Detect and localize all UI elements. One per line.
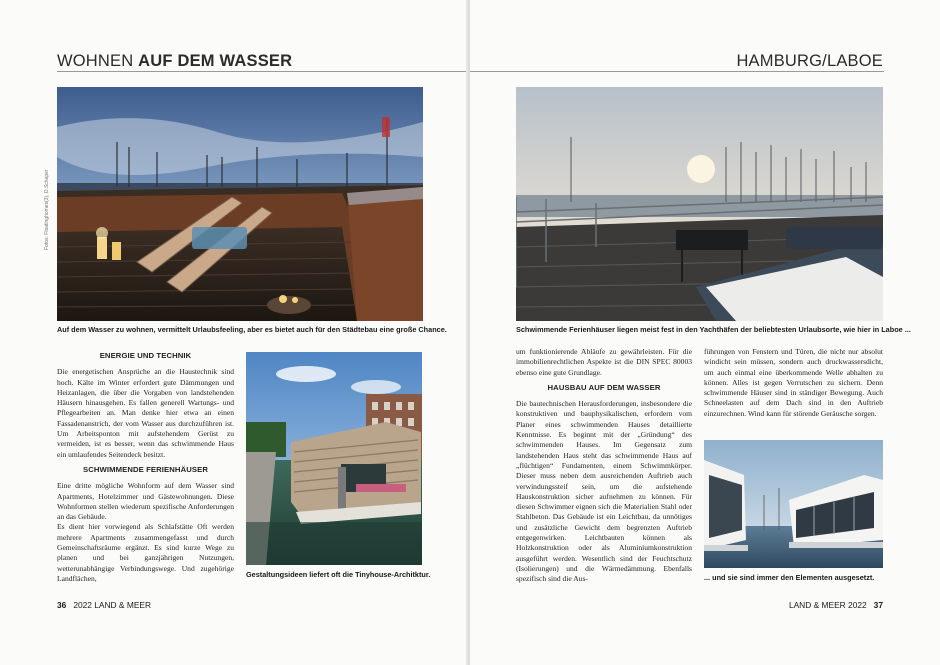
header-rule-right (470, 71, 884, 72)
heading-energie-technik: ENERGIE UND TECHNIK (99, 351, 192, 360)
caption-laboe-photo: Schwimmende Ferienhäuser liegen meist fest in den Yachthäfen der beliebtesten Urlaubsorte, wie hier in Laboe ... (516, 325, 911, 334)
marina-deck-photo (516, 87, 883, 321)
caption-elements: ... und sie sind immer den Elementen ausgesetzt. (704, 573, 875, 582)
text-column-right-2 (704, 347, 883, 419)
houseboat-canal-photo (246, 352, 422, 565)
heading-hausbau: HAUSBAU AUF DEM WASSER (547, 382, 661, 392)
footer-left (57, 600, 151, 610)
paragraph-hausbau: Die bautechnischen Herausforderungen, insbesondere die konstruktiven und bauphysikalischen, erfordern vom Planer eines schwimmenden Hauses detaillierte Kenntnisse. Es beginnt mit der „Gründung“ des schwimmenden Hauses. Im Gegensatz zum landstehenden Haus steht das schwimmende Haus auf „flüchtigen“ Fundamenten, einem Schwimmkörper. Dieser muss neben dem ausreichenden Auftrieb auch verwindungssteif sein, um die aufstehende Hauskonstruktion sicher aufnehmen zu können. Für diesen Schwimmer eignen sich die Materialien Stahl oder Stahlbeton. Das Gebäude ist ein Leichtbau, da unnötiges und zusätzliche Gewicht dem begrenzten Auftrieb entgegenwirken. Leichtbauten können als Holzkonstruktion oder als Aluminiumkonstruktion ausgeführt werden. Wesentlich sind der Feuchtschutz (Isolierungen) und die Wärmedämmung. Ebenfalls spezifisch sind die Aus- (516, 399, 692, 584)
paragraph-din-spec: um funktionierende Abläufe zu gewährleisten. Für die immobilienrechtlichen Aspekte ist die DIN SPEC 80003 ebenso eine gute Grundlage. (516, 347, 692, 377)
heading-schwimmende-ferienhaeuser: SCHWIMMENDE FERIENHÄUSER (83, 464, 208, 474)
text-column-left (57, 351, 234, 584)
paragraph-ausfuehrungen: führungen von Fenstern und Türen, die nicht nur absolut windicht sein müssen, sondern auch druckwassersdicht, um auch einmal eine überkommende Welle abhalten zu können. Alles ist gegen Verrutschen zu sichern. Denn schwimmende Häuser sind in ständiger Bewegung. Auch Schneelasten auf dem Dach sind in den Auftrieb einzurechnen. Wind kann für störende Geräusche sorgen. (704, 347, 883, 418)
header-bold-text: AUF DEM WASSER (138, 52, 293, 70)
paragraph-energie-technik: Die energetischen Ansprüche an die Haustechnik sind hoch. Kälte im Winter erfordert gute Dämmungen und Heizanlagen, die über die Vorgaben von landstehenden Häusern hinausgehen. Es fallen generell Wartungs- und Pflegearbeiten an. Man denke hier etwa an einen Fassadenanstrich, der vom Wasser aus durchzuführen ist. Um Arbeitsponton mit aufstehendem Gerüst zu vermeiden, ist es besser, wenn das schwimmende Haus ein umlaufendes Seitendeck besitzt. (57, 367, 234, 459)
floating-houses-photo (704, 440, 883, 568)
caption-harbor-photo: Auf dem Wasser zu wohnen, vermittelt Urlaubsfeeling, aber es bietet auch für den Städtebau eine große Chance. (57, 325, 447, 334)
footer-text-right: LAND & MEER 2022 (788, 600, 867, 610)
footer-right (789, 600, 883, 610)
right-page (470, 0, 940, 665)
page-number-right: 37 (873, 600, 883, 610)
section-header-right: HAMBURG/LABOE (736, 52, 883, 70)
footer-text-left: 2022 LAND & MEER (73, 600, 152, 610)
harbor-terrace-photo (57, 87, 423, 321)
caption-tinyhouse: Gestaltungsideen liefert oft die Tinyhouse-Architktur. (246, 570, 431, 579)
text-column-right-1 (516, 347, 692, 585)
header-light-text: WOHNEN (57, 52, 134, 70)
paragraph-ferienhaeuser-1: Eine dritte mögliche Wohnform auf dem Wasser sind Apartments, Hotelzimmer und Gästewohnungen. Diese Wohnformen stellen wiederum spezifische Anforderungen an das Gebäude. (57, 481, 234, 522)
paragraph-ferienhaeuser-2: Es dient hier vorwiegend als Schlafstätte Oft werden mehrere Apartments zusammengefasst und durch Gemeinschaftsräume ergänzt. Es sind kurze Wege zu planen und bei ganzjährigen Nutzungen, wetterunabhängige Verbindungswege. Und zugehörige Landflächen, (57, 522, 234, 583)
header-rule-left (57, 71, 467, 72)
section-header-left (57, 52, 292, 71)
page-number-left: 36 (57, 600, 67, 610)
photo-credit: Fotos: Floatinghomes(3), D.Schaper (44, 169, 50, 250)
